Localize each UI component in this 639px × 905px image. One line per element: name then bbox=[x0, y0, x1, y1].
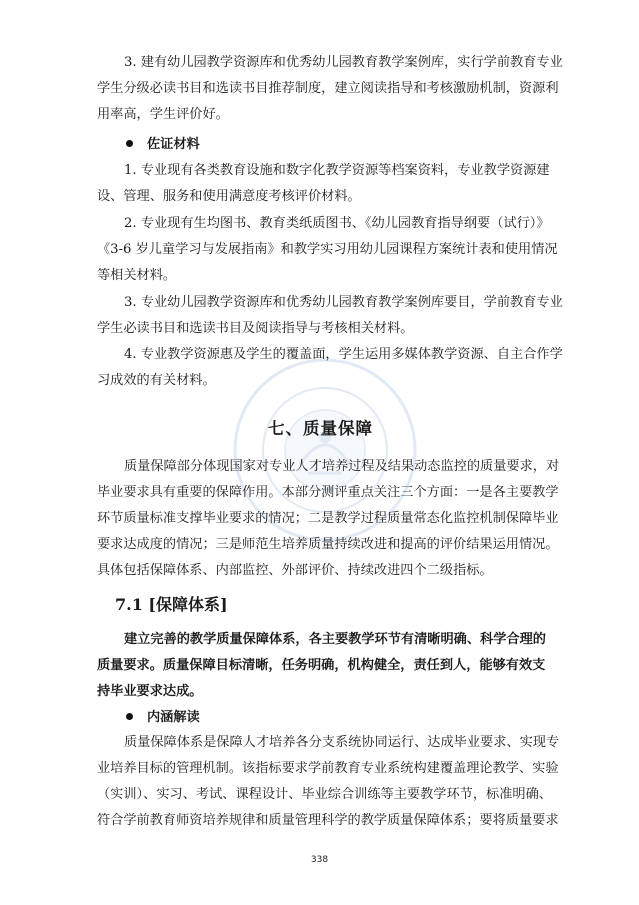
evidence-heading bbox=[126, 137, 200, 153]
evidence-item-1-line-1: 1. 专业现有各类教育设施和数字化教学资源等档案资料，专业教学资源建 bbox=[124, 163, 550, 178]
section-intro-line-2: 毕业要求具有重要的保障作用。本部分测评重点关注三个方面：一是各主要教学 bbox=[97, 485, 559, 500]
para3-line-1: 3. 建有幼儿园教学资源库和优秀幼儿园教育教学案例库，实行学前教育专业 bbox=[124, 55, 563, 70]
subsection-title: 7.1 [保障体系] bbox=[115, 595, 228, 614]
para3-line-3: 用率高，学生评价好。 bbox=[97, 107, 229, 122]
evidence-item-4-line-1: 4. 专业教学资源惠及学生的覆盖面，学生运用多媒体教学资源、自主合作学 bbox=[124, 347, 563, 362]
connotation-heading-text: 内涵解读 bbox=[147, 710, 200, 725]
bullet-icon bbox=[126, 713, 133, 720]
para3-line-2: 学生分级必读书目和选读书目推荐制度，建立阅读指导和考核激励机制，资源利 bbox=[97, 81, 559, 96]
evidence-item-1-line-2: 设、管理、服务和使用满意度考核评价材料。 bbox=[97, 189, 361, 204]
evidence-item-3-line-1: 3. 专业幼儿园教学资源库和优秀幼儿园教育教学案例库要目，学前教育专业 bbox=[124, 295, 563, 310]
section-intro-line-4: 要求达成度的情况；三是师范生培养质量持续改进和提高的评价结果运用情况。 bbox=[97, 537, 559, 552]
evidence-item-2-line-2: 《3-6 岁儿童学习与发展指南》和教学实习用幼儿园课程方案统计表和使用情况 bbox=[97, 242, 558, 257]
section-intro-line-5: 具体包括保障体系、内部监控、外部评价、持续改进四个二级指标。 bbox=[97, 563, 493, 578]
standard-line-1: 建立完善的教学质量保障体系，各主要教学环节有清晰明确、科学合理的 bbox=[124, 632, 546, 647]
connotation-line-3: （实训）、实习、考试、课程设计、毕业综合训练等主要教学环节，标准明确、 bbox=[97, 787, 552, 802]
evidence-item-2-line-3: 等相关材料。 bbox=[97, 268, 177, 283]
evidence-item-4-line-2: 习成效的有关材料。 bbox=[97, 373, 216, 388]
bullet-icon bbox=[126, 140, 133, 147]
evidence-item-3-line-2: 学生必读书目和选读书目及阅读指导与考核相关材料。 bbox=[97, 321, 414, 336]
standard-line-2: 质量要求。质量保障目标清晰，任务明确，机构健全，责任到人，能够有效支 bbox=[97, 658, 546, 673]
evidence-item-2-line-1: 2. 专业现有生均图书、教育类纸质图书、《幼儿园教育指导纲要（试行）》 bbox=[124, 216, 550, 231]
connotation-heading bbox=[126, 710, 200, 726]
connotation-line-2: 业培养目标的管理机制。该指标要求学前教育专业系统构建覆盖理论教学、实验 bbox=[97, 761, 559, 776]
page-number: 338 bbox=[310, 855, 329, 865]
section-intro-line-1: 质量保障部分体现国家对专业人才培养过程及结果动态监控的质量要求，对 bbox=[124, 459, 560, 474]
section-title: 七、质量保障 bbox=[268, 419, 373, 438]
evidence-heading-text: 佐证材料 bbox=[147, 137, 200, 152]
connotation-line-4: 符合学前教育师资培养规律和质量管理科学的教学质量保障体系；要将质量要求 bbox=[97, 813, 559, 828]
section-intro-line-3: 环节质量标准支撑毕业要求的情况；二是教学过程质量常态化监控机制保障毕业 bbox=[97, 511, 559, 526]
connotation-line-1: 质量保障体系是保障人才培养各分支系统协同运行、达成毕业要求、实现专 bbox=[124, 735, 560, 750]
standard-line-3: 持毕业要求达成。 bbox=[97, 684, 203, 699]
